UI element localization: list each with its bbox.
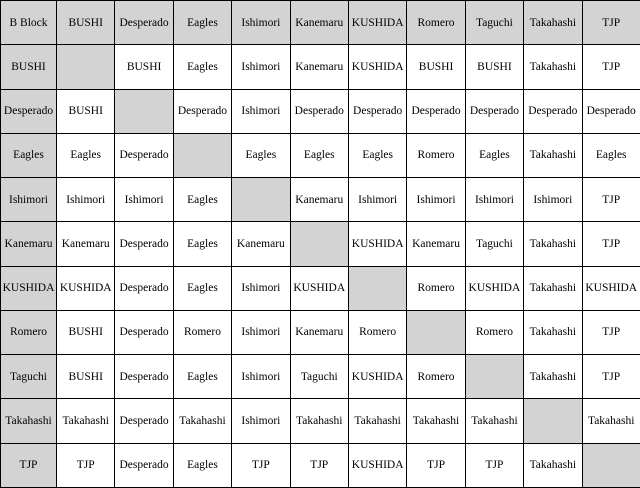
- result-cell: BUSHI: [115, 45, 173, 89]
- result-cell: Eagles: [173, 178, 231, 222]
- table-row: [1, 89, 640, 133]
- result-cell: Kanemaru: [290, 45, 348, 89]
- result-cell: Takahashi: [524, 222, 582, 266]
- row-header: Kanemaru: [1, 222, 57, 266]
- corner-label: B Block: [1, 1, 57, 45]
- result-cell: BUSHI: [57, 355, 115, 399]
- self-match-cell: [524, 399, 582, 443]
- result-cell: TJP: [465, 443, 523, 487]
- result-cell: KUSHIDA: [348, 45, 406, 89]
- result-cell: Romero: [407, 133, 465, 177]
- row-header: Desperado: [1, 89, 57, 133]
- result-cell: Romero: [407, 266, 465, 310]
- table-row: [1, 133, 640, 177]
- result-cell: Desperado: [115, 310, 173, 354]
- result-cell: BUSHI: [465, 45, 523, 89]
- result-cell: Takahashi: [407, 399, 465, 443]
- result-cell: Desperado: [465, 89, 523, 133]
- self-match-cell: [57, 45, 115, 89]
- row-header: Ishimori: [1, 178, 57, 222]
- result-cell: TJP: [582, 45, 640, 89]
- row-header: KUSHIDA: [1, 266, 57, 310]
- result-cell: Eagles: [582, 133, 640, 177]
- result-cell: Eagles: [57, 133, 115, 177]
- row-header: Eagles: [1, 133, 57, 177]
- result-cell: KUSHIDA: [465, 266, 523, 310]
- result-cell: Ishimori: [232, 399, 290, 443]
- result-cell: Romero: [348, 310, 406, 354]
- column-header: Taguchi: [465, 1, 523, 45]
- result-cell: Ishimori: [232, 310, 290, 354]
- result-cell: KUSHIDA: [348, 443, 406, 487]
- result-cell: Ishimori: [232, 355, 290, 399]
- result-cell: KUSHIDA: [348, 222, 406, 266]
- row-header: BUSHI: [1, 45, 57, 89]
- result-cell: Romero: [173, 310, 231, 354]
- table-row: [1, 178, 640, 222]
- result-cell: Desperado: [115, 443, 173, 487]
- column-header: Takahashi: [524, 1, 582, 45]
- result-cell: Desperado: [115, 355, 173, 399]
- result-cell: Kanemaru: [290, 310, 348, 354]
- result-cell: Eagles: [290, 133, 348, 177]
- table-row: [1, 310, 640, 354]
- result-cell: Desperado: [115, 266, 173, 310]
- result-cell: Ishimori: [465, 178, 523, 222]
- self-match-cell: [348, 266, 406, 310]
- result-cell: Takahashi: [57, 399, 115, 443]
- result-cell: Takahashi: [582, 399, 640, 443]
- table-row: [1, 266, 640, 310]
- result-cell: Taguchi: [465, 222, 523, 266]
- result-cell: Takahashi: [524, 443, 582, 487]
- table-row: [1, 355, 640, 399]
- column-header: KUSHIDA: [348, 1, 406, 45]
- result-cell: BUSHI: [57, 89, 115, 133]
- grid-body: [1, 45, 640, 488]
- row-header: Taguchi: [1, 355, 57, 399]
- result-cell: TJP: [582, 178, 640, 222]
- table-row: [1, 399, 640, 443]
- result-cell: Takahashi: [524, 266, 582, 310]
- result-cell: Desperado: [173, 89, 231, 133]
- result-cell: TJP: [290, 443, 348, 487]
- self-match-cell: [290, 222, 348, 266]
- result-cell: Eagles: [465, 133, 523, 177]
- self-match-cell: [582, 443, 640, 487]
- result-cell: Takahashi: [524, 355, 582, 399]
- result-cell: Eagles: [173, 355, 231, 399]
- result-cell: Takahashi: [524, 45, 582, 89]
- column-header: Desperado: [115, 1, 173, 45]
- result-cell: Kanemaru: [290, 178, 348, 222]
- result-cell: Ishimori: [232, 45, 290, 89]
- column-header: Ishimori: [232, 1, 290, 45]
- self-match-cell: [173, 133, 231, 177]
- self-match-cell: [115, 89, 173, 133]
- self-match-cell: [465, 355, 523, 399]
- table-row: [1, 222, 640, 266]
- result-cell: TJP: [57, 443, 115, 487]
- result-cell: Desperado: [115, 399, 173, 443]
- result-cell: Ishimori: [232, 89, 290, 133]
- result-cell: Desperado: [582, 89, 640, 133]
- result-cell: Takahashi: [348, 399, 406, 443]
- result-cell: TJP: [407, 443, 465, 487]
- self-match-cell: [407, 310, 465, 354]
- result-cell: Desperado: [524, 89, 582, 133]
- result-cell: Ishimori: [115, 178, 173, 222]
- result-cell: Kanemaru: [407, 222, 465, 266]
- result-cell: Kanemaru: [57, 222, 115, 266]
- result-cell: Takahashi: [524, 310, 582, 354]
- result-cell: Desperado: [407, 89, 465, 133]
- result-cell: Eagles: [348, 133, 406, 177]
- result-cell: Takahashi: [524, 133, 582, 177]
- row-header: Takahashi: [1, 399, 57, 443]
- result-cell: Eagles: [232, 133, 290, 177]
- result-cell: Desperado: [290, 89, 348, 133]
- self-match-cell: [232, 178, 290, 222]
- result-cell: TJP: [582, 222, 640, 266]
- column-header: TJP: [582, 1, 640, 45]
- result-cell: Takahashi: [173, 399, 231, 443]
- result-cell: Romero: [407, 355, 465, 399]
- result-cell: Ishimori: [407, 178, 465, 222]
- result-cell: Eagles: [173, 45, 231, 89]
- table-row: [1, 45, 640, 89]
- result-cell: Takahashi: [290, 399, 348, 443]
- result-cell: Eagles: [173, 222, 231, 266]
- result-cell: Ishimori: [57, 178, 115, 222]
- result-cell: KUSHIDA: [290, 266, 348, 310]
- result-cell: Taguchi: [290, 355, 348, 399]
- result-cell: Eagles: [173, 443, 231, 487]
- result-cell: BUSHI: [407, 45, 465, 89]
- result-cell: TJP: [232, 443, 290, 487]
- column-header: Eagles: [173, 1, 231, 45]
- result-cell: KUSHIDA: [582, 266, 640, 310]
- column-header: Romero: [407, 1, 465, 45]
- result-cell: Desperado: [348, 89, 406, 133]
- result-cell: TJP: [582, 310, 640, 354]
- row-header: Romero: [1, 310, 57, 354]
- result-cell: Desperado: [115, 133, 173, 177]
- result-cell: Desperado: [115, 222, 173, 266]
- result-cell: Ishimori: [524, 178, 582, 222]
- result-cell: Romero: [465, 310, 523, 354]
- result-cell: KUSHIDA: [348, 355, 406, 399]
- result-cell: Kanemaru: [232, 222, 290, 266]
- table-row: [1, 443, 640, 487]
- column-header: BUSHI: [57, 1, 115, 45]
- result-cell: TJP: [582, 355, 640, 399]
- result-cell: BUSHI: [57, 310, 115, 354]
- result-cell: Takahashi: [465, 399, 523, 443]
- result-cell: Eagles: [173, 266, 231, 310]
- result-cell: Ishimori: [348, 178, 406, 222]
- column-header: Kanemaru: [290, 1, 348, 45]
- row-header: TJP: [1, 443, 57, 487]
- header-row: [1, 1, 640, 45]
- result-cell: Ishimori: [232, 266, 290, 310]
- result-cell: KUSHIDA: [57, 266, 115, 310]
